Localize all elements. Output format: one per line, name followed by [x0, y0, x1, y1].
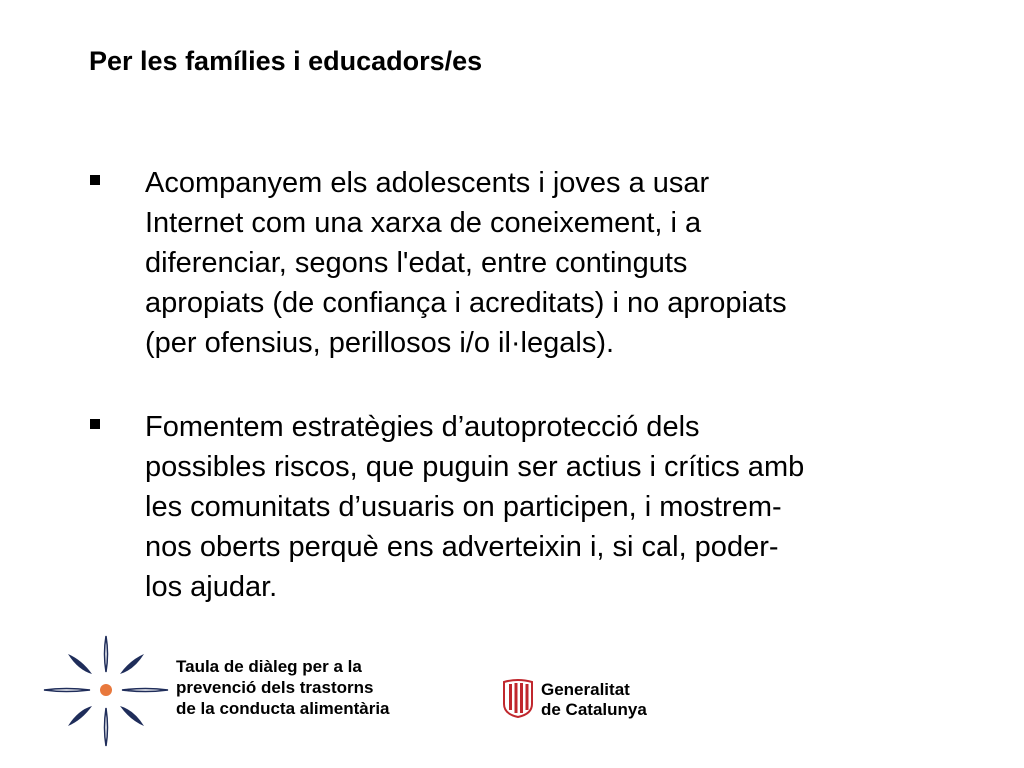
bullet-line: Internet com una xarxa de coneixement, i a [145, 207, 702, 239]
bullet-text [145, 163, 945, 363]
caption-line: Taula de diàleg per a la [176, 657, 362, 676]
bullet-line: nos oberts perquè ens adverteixin i, si cal, poder- [145, 531, 779, 563]
bullet-line: los ajudar. [145, 571, 278, 603]
generalitat-emblem-icon [501, 678, 535, 718]
taula-dialeg-caption [176, 656, 390, 719]
bullet-line: Acompanyem els adolescents i joves a usar [145, 167, 710, 199]
taula-dialeg-logo-icon [42, 632, 172, 750]
square-bullet-icon [90, 419, 100, 429]
bullet-line: (per ofensius, perillosos i/o il·legals). [145, 327, 615, 359]
bullet-text [145, 407, 945, 607]
square-bullet-icon [90, 175, 100, 185]
bullet-line: les comunitats d’usuaris on participen, i mostrem- [145, 491, 782, 523]
bullet-line: apropiats (de confiança i acreditats) i no apropiats [145, 287, 787, 319]
generalitat-caption [541, 680, 647, 720]
caption-line: de la conducta alimentària [176, 699, 390, 718]
bullet-line: Fomentem estratègies d’autoprotecció dels [145, 411, 700, 443]
bullet-line: diferenciar, segons l'edat, entre continguts [145, 247, 688, 279]
caption-line: de Catalunya [541, 700, 647, 719]
caption-line: prevenció dels trastorns [176, 678, 374, 697]
slide-title: Per les famílies i educadors/es [89, 46, 483, 76]
caption-line: Generalitat [541, 680, 630, 699]
bullet-line: possibles riscos, que puguin ser actius i crítics amb [145, 451, 805, 483]
